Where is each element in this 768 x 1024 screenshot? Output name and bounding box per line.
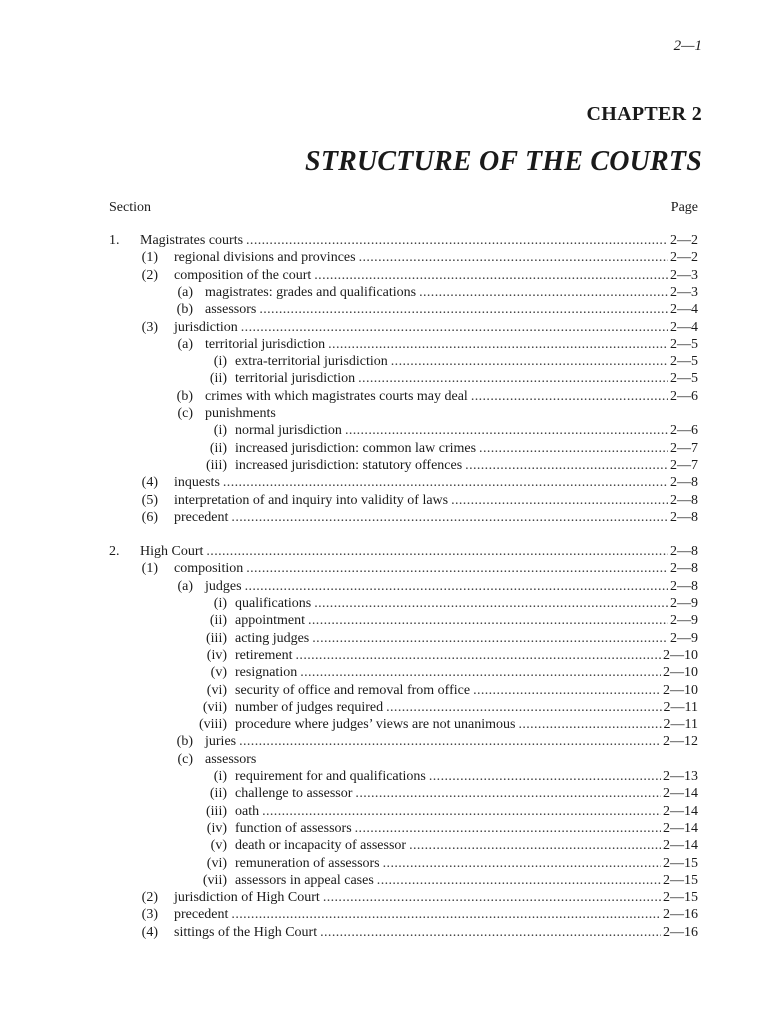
toc-row (0, 232, 768, 249)
dot-leader (409, 837, 661, 854)
toc-entry-title: requirement for and qualifications (235, 769, 426, 784)
toc-entry-page: 2—8 (670, 492, 698, 508)
section-column-heading: Section (109, 200, 151, 215)
toc-entry-page: 2—8 (670, 509, 698, 525)
toc-entry-title: number of judges required (235, 699, 384, 715)
toc-entry-number: (v) (210, 665, 227, 681)
toc-entry-page: 2—8 (670, 578, 698, 594)
toc-entry-title: function of assessors (235, 820, 352, 836)
dot-leader (323, 889, 661, 906)
dot-leader (429, 768, 661, 785)
toc-row (0, 768, 768, 785)
toc-entry-number: (b) (176, 388, 193, 404)
toc-row (0, 716, 768, 733)
toc-entry-number: (b) (176, 302, 193, 318)
toc-entry-number: (i) (213, 354, 227, 370)
toc-entry-page: 2—14 (663, 803, 698, 819)
toc-entry (235, 716, 698, 733)
toc-entry-page: 2—7 (670, 440, 698, 456)
toc-entry-title: extra-territorial jurisdiction (235, 354, 388, 370)
toc-row (0, 284, 768, 301)
toc-entry (140, 232, 698, 249)
dot-leader (358, 370, 668, 387)
dot-leader (479, 440, 668, 457)
toc-entry-page: 2—13 (663, 769, 698, 784)
toc-entry-number: (vii) (202, 699, 227, 715)
toc-entry-number: (5) (141, 492, 158, 508)
dot-leader (471, 388, 668, 405)
toc-entry (235, 768, 698, 785)
toc-entry-page: 2—11 (663, 699, 698, 715)
toc-entry-title: normal jurisdiction (235, 423, 342, 439)
toc-entry-title: assessors (205, 302, 257, 318)
toc-row (0, 699, 768, 716)
toc-entry-page: 2—14 (663, 786, 698, 802)
toc-entry-title: oath (235, 803, 260, 819)
toc-entry-number: (vii) (202, 872, 227, 888)
toc-entry-title: High Court (140, 544, 204, 560)
toc-row (0, 543, 768, 560)
toc-entry-title: precedent (174, 907, 229, 923)
toc-entry-title: interpretation of and inquiry into validity of laws (174, 492, 449, 508)
dot-leader (262, 803, 661, 820)
dot-leader (359, 249, 668, 266)
dot-leader (314, 595, 668, 612)
toc-entry (174, 474, 698, 491)
toc-entry-page: 2—4 (670, 319, 698, 335)
dot-leader (308, 612, 668, 629)
toc-entry-page: 2—3 (670, 284, 698, 300)
toc-entry-title: territorial jurisdiction (205, 336, 326, 352)
toc-entry (174, 924, 698, 941)
dot-leader (386, 699, 661, 716)
toc-row (0, 249, 768, 266)
dot-leader (241, 319, 668, 336)
toc-entry-page: 2—2 (670, 250, 698, 266)
toc-entry-number: (v) (210, 838, 227, 854)
toc-row (0, 267, 768, 284)
dot-leader (473, 682, 661, 699)
toc-entry-page: 2—5 (670, 371, 698, 387)
dot-leader (246, 560, 668, 577)
chapter-title: STRUCTURE OF THE COURTS (305, 146, 702, 177)
dot-leader (328, 336, 668, 353)
toc-entry-title: jurisdiction of High Court (174, 890, 320, 906)
toc-entry-title: magistrates: grades and qualifications (205, 284, 417, 300)
toc-entry (174, 267, 698, 284)
toc-row (0, 820, 768, 837)
toc-entry-number: (i) (213, 596, 227, 611)
toc-row (0, 440, 768, 457)
toc-entry (235, 837, 698, 854)
toc-entry (174, 319, 698, 336)
toc-entry-page: 2—16 (663, 907, 698, 923)
toc-entry (205, 405, 698, 422)
toc-entry-number: (ii) (209, 613, 227, 629)
toc-entry-page: 2—9 (670, 596, 698, 611)
toc-entry-number: (ii) (209, 786, 227, 802)
toc-row (0, 578, 768, 595)
toc-entry-title: Magistrates courts (140, 233, 244, 248)
dot-leader (345, 422, 668, 439)
toc-entry (235, 440, 698, 457)
toc-row (0, 353, 768, 370)
dot-leader (419, 284, 668, 301)
toc-row (0, 906, 768, 923)
toc-row (0, 872, 768, 889)
dot-leader (259, 301, 668, 318)
toc-entry (235, 353, 698, 370)
toc-row (0, 803, 768, 820)
toc-entry-title: increased jurisdiction: statutory offences (235, 457, 463, 473)
dot-leader (206, 543, 668, 560)
toc-entry-number: (vi) (206, 855, 227, 871)
dot-leader (231, 509, 668, 526)
toc-entry-number: (3) (141, 319, 158, 335)
toc-row (0, 682, 768, 699)
toc-entry (235, 422, 698, 439)
toc-entry-title: retirement (235, 647, 293, 663)
toc-entry-number: (6) (141, 509, 158, 525)
dot-leader (355, 785, 661, 802)
toc-row (0, 855, 768, 872)
toc-entry-page: 2—15 (663, 855, 698, 871)
toc-entry-title: precedent (174, 509, 229, 525)
toc-entry (235, 820, 698, 837)
toc-entry (235, 630, 698, 647)
toc-entry-number: (iv) (206, 820, 227, 836)
dot-leader (465, 457, 668, 474)
dot-leader (246, 232, 668, 249)
toc-row (0, 457, 768, 474)
toc-entry-page: 2—10 (663, 665, 698, 681)
toc-row (0, 647, 768, 664)
toc-entry-page: 2—15 (663, 872, 698, 888)
toc-entry-title: regional divisions and provinces (174, 250, 356, 266)
toc-entry (235, 682, 698, 699)
toc-entry-number: (c) (177, 406, 193, 421)
toc-entry-number: (vi) (206, 682, 227, 698)
toc-entry (235, 457, 698, 474)
toc-entry-title: sittings of the High Court (174, 924, 318, 940)
toc-row (0, 733, 768, 750)
toc-entry-number: (a) (177, 336, 193, 352)
toc-entry-page: 2—8 (670, 544, 698, 560)
toc-entry (235, 612, 698, 629)
toc-entry-number: (iii) (206, 803, 227, 819)
toc-entry-title: challenge to assessor (235, 786, 353, 802)
toc-entry-number: (ii) (209, 371, 227, 387)
toc-row (0, 785, 768, 802)
toc-entry (205, 751, 698, 768)
toc-row (0, 370, 768, 387)
toc-entry-number: (a) (177, 284, 193, 300)
dot-leader (245, 578, 668, 595)
toc-row (0, 560, 768, 577)
toc-entry-number: (a) (177, 578, 193, 594)
toc-row (0, 405, 768, 422)
toc-entry-title: composition of the court (174, 267, 312, 283)
toc-entry-title: assessors in appeal cases (235, 872, 374, 888)
toc-entry (174, 889, 698, 906)
toc-entry-title: qualifications (235, 596, 312, 611)
toc-entry-page: 2—7 (670, 457, 698, 473)
toc-entry-title: jurisdiction (174, 319, 238, 335)
toc-entry (235, 785, 698, 802)
toc-entry-title: juries (205, 734, 237, 750)
toc-row (0, 301, 768, 318)
dot-leader (312, 630, 668, 647)
toc-entry-title: composition (174, 561, 244, 577)
toc-entry-page: 2—6 (670, 423, 698, 439)
toc-entry-page: 2—9 (670, 613, 698, 629)
toc-entry-number: (viii) (199, 717, 227, 733)
toc-entry-page: 2—10 (663, 647, 698, 663)
toc-entry (235, 595, 698, 612)
toc-entry-title: judges (205, 578, 242, 594)
toc-entry (235, 803, 698, 820)
toc-row (0, 474, 768, 491)
toc-entry-number: (1) (141, 250, 158, 266)
toc-entry-number: 1. (109, 233, 120, 248)
toc-entry-page: 2—9 (670, 630, 698, 646)
toc-row (0, 336, 768, 353)
toc-row (0, 664, 768, 681)
toc-entry-title: territorial jurisdiction (235, 371, 356, 387)
toc-entry-number: (c) (177, 751, 193, 767)
toc-entry-title: death or incapacity of assessor (235, 838, 407, 854)
toc-row (0, 837, 768, 854)
dot-leader (223, 474, 668, 491)
toc-entry (235, 855, 698, 872)
dot-leader (239, 733, 661, 750)
toc-entry-title: appointment (235, 613, 305, 629)
toc-entry (235, 664, 698, 681)
dot-leader (296, 647, 661, 664)
page-column-heading: Page (670, 200, 698, 215)
toc-entry-title: procedure where judges’ views are not unanimous (235, 717, 516, 733)
toc-entry-number: (4) (141, 475, 158, 491)
toc-entry (205, 578, 698, 595)
toc-row (0, 319, 768, 336)
toc-row (0, 595, 768, 612)
toc-entry (235, 872, 698, 889)
toc-entry-page: 2—11 (663, 717, 698, 733)
toc-entry-page: 2—2 (670, 233, 698, 248)
dot-leader (314, 267, 668, 284)
toc-entry (235, 370, 698, 387)
toc-entry-page: 2—15 (663, 890, 698, 906)
toc-entry-page: 2—8 (670, 561, 698, 577)
toc-row (0, 924, 768, 941)
toc-entry (174, 906, 698, 923)
toc-entry-page: 2—8 (670, 475, 698, 491)
toc-entry (235, 647, 698, 664)
page-number: 2—1 (673, 38, 702, 54)
dot-leader (391, 353, 668, 370)
dot-leader (518, 716, 661, 733)
toc-entry-number: (i) (213, 423, 227, 439)
dot-leader (355, 820, 661, 837)
toc-entry-title: resignation (235, 665, 298, 681)
toc-entry-page: 2—14 (663, 838, 698, 854)
toc-row (0, 630, 768, 647)
toc-entry-page: 2—4 (670, 302, 698, 318)
toc-row (0, 388, 768, 405)
toc-row (0, 751, 768, 768)
toc-entry-page: 2—6 (670, 388, 698, 404)
toc-entry-number: (iii) (206, 457, 227, 473)
toc-entry-title: increased jurisdiction: common law crimes (235, 440, 477, 456)
toc-entry-title: security of office and removal from office (235, 682, 471, 698)
dot-leader (320, 924, 661, 941)
dot-leader (383, 855, 661, 872)
toc-entry-number: (iii) (206, 630, 227, 646)
toc-entry (140, 543, 698, 560)
toc-entry-title: acting judges (235, 630, 310, 646)
dot-leader (300, 664, 661, 681)
toc-entry-number: (1) (141, 561, 158, 577)
toc-entry-number: (2) (141, 890, 158, 906)
toc-entry-page: 2—5 (670, 354, 698, 370)
toc-entry-number: (ii) (209, 440, 227, 456)
toc-entry-page: 2—3 (670, 267, 698, 283)
toc-entry (205, 301, 698, 318)
toc-entry-number: (i) (213, 769, 227, 784)
toc-entry-title: crimes with which magistrates courts may deal (205, 388, 468, 404)
dot-leader (451, 492, 668, 509)
dot-leader (231, 906, 661, 923)
toc-row (0, 422, 768, 439)
toc-row (0, 509, 768, 526)
toc-entry (205, 388, 698, 405)
toc-entry-title: remuneration of assessors (235, 855, 380, 871)
toc-entry (174, 560, 698, 577)
toc-entry-page: 2—16 (663, 924, 698, 940)
toc-entry (205, 284, 698, 301)
toc-entry-page: 2—5 (670, 336, 698, 352)
toc-entry-page: 2—10 (663, 682, 698, 698)
toc-row (0, 492, 768, 509)
toc-entry-title: assessors (205, 751, 257, 767)
toc-entry (174, 509, 698, 526)
toc-entry-number: (iv) (206, 647, 227, 663)
toc-row (0, 612, 768, 629)
toc-entry (235, 699, 698, 716)
toc-entry-number: (2) (141, 267, 158, 283)
toc-entry-page: 2—12 (663, 734, 698, 750)
toc-entry-number: (b) (176, 734, 193, 750)
dot-leader (377, 872, 661, 889)
toc-entry-number: (3) (141, 907, 158, 923)
toc-entry (174, 492, 698, 509)
toc-entry-number: 2. (109, 544, 120, 560)
toc-entry-page: 2—14 (663, 820, 698, 836)
chapter-number: CHAPTER 2 (586, 103, 702, 125)
toc-entry (174, 249, 698, 266)
toc-row (0, 889, 768, 906)
toc-entry-number: (4) (141, 924, 158, 940)
toc-entry (205, 336, 698, 353)
toc-entry-title: punishments (205, 406, 276, 421)
toc-entry-title: inquests (174, 475, 220, 491)
toc-entry (205, 733, 698, 750)
